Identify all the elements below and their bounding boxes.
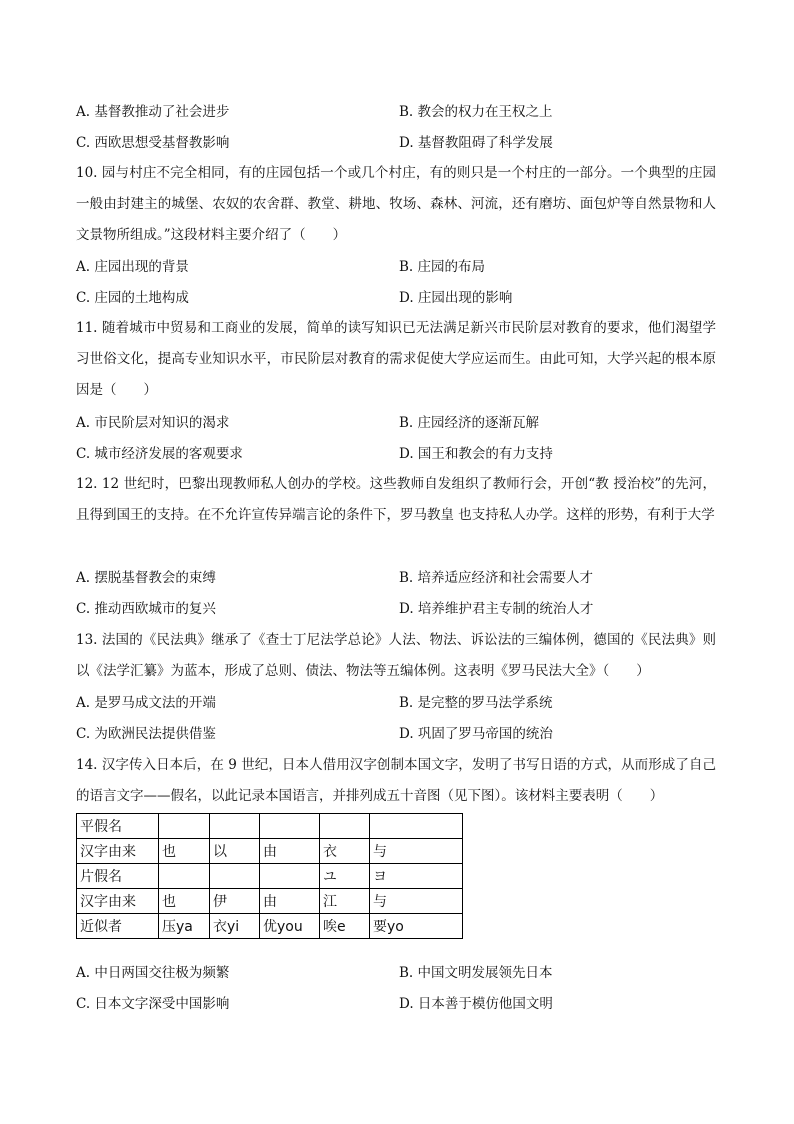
table-cell: 唉e <box>320 914 370 939</box>
q11-option-c: C. 城市经济发展的客观要求 <box>76 446 243 462</box>
q13-option-d: D. 巩固了罗马帝国的统治 <box>399 726 553 742</box>
q10-option-d: D. 庄园出现的影响 <box>399 290 513 306</box>
table-cell: 以 <box>210 839 260 864</box>
table-row <box>77 814 463 839</box>
table-cell: 由 <box>260 889 320 914</box>
table-cell: 汉字由来 <box>77 839 159 864</box>
q9-option-c: C. 西欧思想受基督教影响 <box>76 135 230 151</box>
table-cell: 衣 <box>320 839 370 864</box>
q13-stem: 13. 法国的《民法典》继承了《查士丁尼法学总论》人法、物法、诉讼法的三编体例，德国的《民法典》则以《法学汇纂》为蓝本，形成了总则、债法、物法等五编体例。这表明《罗马民法大全》（ ） <box>76 632 716 679</box>
table-cell: 平假名 <box>77 814 159 839</box>
table-cell <box>260 814 320 839</box>
table-cell: 压ya <box>159 914 210 939</box>
table-cell <box>370 814 463 839</box>
table-cell: ユ <box>320 864 370 889</box>
table-cell: 与 <box>370 839 463 864</box>
table-row <box>77 839 463 864</box>
table-cell: 伊 <box>210 889 260 914</box>
q10-option-c: C. 庄园的土地构成 <box>76 290 189 306</box>
q11-option-d: D. 国王和教会的有力支持 <box>399 446 553 462</box>
table-cell: 优you <box>260 914 320 939</box>
table-cell: 也 <box>159 889 210 914</box>
q12-option-b: B. 培养适应经济和社会需要人才 <box>399 570 594 586</box>
q10-option-b: B. 庄园的布局 <box>399 259 486 275</box>
table-cell <box>320 814 370 839</box>
q11-option-a: A. 市民阶层对知识的渴求 <box>76 415 230 431</box>
table-cell: ヨ <box>370 864 463 889</box>
q11-option-b: B. 庄园经济的逐渐瓦解 <box>399 415 540 431</box>
kana-table <box>76 813 463 939</box>
table-cell: 近似者 <box>77 914 159 939</box>
q13-option-c: C. 为欧洲民法提供借鉴 <box>76 726 216 742</box>
q14-stem: 14. 汉字传入日本后，在 9 世纪，日本人借用汉字创制本国文字，发明了书写日语的方式，从而形成了自己的语言文字——假名，以此记录本国语言，并排列成五十音图（见下图）。该材料主要表明（ ） <box>76 757 716 804</box>
q12-stem: 12. 12 世纪时，巴黎出现教师私人创办的学校。这些教师自发组织了教师行会，开创“教 授治校”的先河，且得到国王的支持。在不允许宣传异端言论的条件下，罗马教皇 也支持私人办学。这样的形势，有利于大学 <box>76 476 716 523</box>
q12-option-a: A. 摆脱基督教会的束缚 <box>76 570 216 586</box>
q14-option-c: C. 日本文字深受中国影响 <box>76 996 230 1012</box>
table-row <box>77 864 463 889</box>
table-row <box>77 914 463 939</box>
table-cell <box>210 864 260 889</box>
table-cell: 片假名 <box>77 864 159 889</box>
q9-option-d: D. 基督教阻碍了科学发展 <box>399 135 553 151</box>
q14-option-b: B. 中国文明发展领先日本 <box>399 965 553 981</box>
q13-option-b: B. 是完整的罗马法学系统 <box>399 695 553 711</box>
table-cell <box>159 814 210 839</box>
q14-option-a: A. 中日两国交往极为频繁 <box>76 965 230 981</box>
table-cell <box>210 814 260 839</box>
table-row <box>77 889 463 914</box>
table-cell: 由 <box>260 839 320 864</box>
q14-option-d: D. 日本善于模仿他国文明 <box>399 996 553 1012</box>
q10-option-a: A. 庄园出现的背景 <box>76 259 189 275</box>
table-cell: 也 <box>159 839 210 864</box>
q10-stem: 10. 园与村庄不完全相同，有的庄园包括一个或几个村庄，有的则只是一个村庄的一部分。一个典型的庄园一般由封建主的城堡、农奴的农舍群、教堂、耕地、牧场、森林、河流，还有磨坊、面包炉等自然景物和人文景物所组成。”这段材料主要介绍了（ ） <box>76 165 716 243</box>
table-cell: 衣yi <box>210 914 260 939</box>
q12-option-c: C. 推动西欧城市的复兴 <box>76 601 216 617</box>
q9-option-a: A. 基督教推动了社会进步 <box>76 104 230 120</box>
q9-option-b: B. 教会的权力在王权之上 <box>399 104 553 120</box>
table-cell <box>260 864 320 889</box>
q13-option-a: A. 是罗马成文法的开端 <box>76 695 216 711</box>
table-cell: 汉字由来 <box>77 889 159 914</box>
q11-stem: 11. 随着城市中贸易和工商业的发展，简单的读写知识已无法满足新兴市民阶层对教育的要求，他们渴望学习世俗文化，提高专业知识水平，市民阶层对教育的需求促使大学应运而生。由此可知，大学兴起的根本原因是（ ） <box>76 320 716 398</box>
table-cell <box>159 864 210 889</box>
table-cell: 要yo <box>370 914 463 939</box>
table-cell: 江 <box>320 889 370 914</box>
q12-option-d: D. 培养维护君主专制的统治人才 <box>399 601 594 617</box>
table-cell: 与 <box>370 889 463 914</box>
